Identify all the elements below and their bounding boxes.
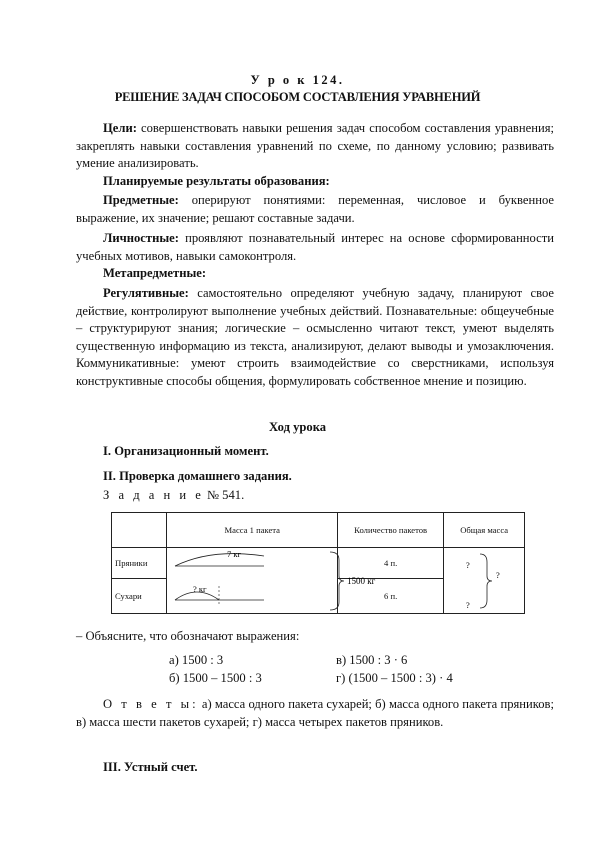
meta-text: самостоятельно определяют учебную задачу, планируют свое действие, контролируют выполнение учебных действий. Познавательные: общеучебные – структурируют знания; логические – осмысленно читают текст, умеют выделять существенную информацию из текста, анализируют, делают выводы и умозаключения. Коммуникативные: умеют строить взаимодействие со сверстниками, используя конструктивные способы общения, формулировать собственное мнение и позицию. xyxy=(76,286,554,388)
answers-label: О т в е т ы: xyxy=(103,697,199,711)
mass-diagram-cell xyxy=(167,548,376,614)
expression-v: в) 1500 : 3 · 6 xyxy=(336,653,408,667)
lesson-topic: РЕШЕНИЕ ЗАДАЧ СПОСОБОМ СОСТАВЛЕНИЯ УРАВНЕНИЙ xyxy=(114,90,481,104)
goals-paragraph xyxy=(76,120,554,173)
meta-label: Регулятивные: xyxy=(103,286,189,300)
task-line xyxy=(103,488,244,503)
table-header-cell: Масса 1 пакета xyxy=(167,513,338,548)
expression-g: г) (1500 – 1500 : 3) · 4 xyxy=(336,671,453,685)
segment-diagram xyxy=(167,548,405,614)
meta-heading: Метапредметные: xyxy=(103,266,207,280)
section-3-heading: III. Устный счет. xyxy=(103,760,198,774)
goals-label: Цели: xyxy=(103,121,137,135)
row-name: Пряники xyxy=(112,548,167,579)
subject-label: Предметные: xyxy=(103,193,179,207)
row-count: 4 п. xyxy=(337,548,443,579)
task-label: З а д а н и е xyxy=(103,488,204,502)
personal-text: проявляют познавательный интерес на основе сформированности учебных мотивов, навыки самоконтроля. xyxy=(76,231,554,263)
explain-prompt: – Объясните, что обозначают выражения: xyxy=(76,629,300,643)
row-name: Сухари xyxy=(112,579,167,614)
course-heading: Ход урока xyxy=(268,420,327,434)
task-number: № 541. xyxy=(207,488,245,502)
answers-text: а) масса одного пакета сухарей; б) масса одного пакета пряников; в) масса шести пакетов сухарей; г) масса четырех пакетов пряников. xyxy=(76,697,554,729)
table-header-row xyxy=(112,513,525,548)
sum-label: 1500 кг xyxy=(347,576,376,586)
total-question: ? xyxy=(466,600,471,610)
goals-text: совершенствовать навыки решения задач способом составления уравнения; закреплять навыки составления уравнений по схеме, по данному условию; развивать умение анализировать. xyxy=(76,121,554,170)
task-table xyxy=(111,512,525,614)
lesson-number: У р о к 124. xyxy=(250,73,345,87)
table-header-cell xyxy=(112,513,167,548)
meta-results-paragraph xyxy=(76,285,554,390)
row-count: 6 п. xyxy=(337,579,443,614)
total-brace-diagram xyxy=(444,548,528,614)
expression-a: а) 1500 : 3 xyxy=(169,653,224,667)
sum-brace-icon xyxy=(330,552,344,610)
table-header-cell: Общая масса xyxy=(444,513,525,548)
section-1-heading: I. Организационный момент. xyxy=(103,444,269,458)
answers-paragraph xyxy=(76,696,554,731)
total-brace-icon xyxy=(480,554,492,608)
subject-results-paragraph xyxy=(76,192,554,227)
top-segment-label: 7 кг xyxy=(227,549,242,559)
bottom-segment-label: ? кг xyxy=(193,584,207,594)
table-header-cell: Количество пакетов xyxy=(337,513,443,548)
subject-text: оперируют понятиями: переменная, числовое и буквенное выражение, их значение; решают составные задачи. xyxy=(76,193,554,225)
personal-label: Личностные: xyxy=(103,231,179,245)
total-question: ? xyxy=(466,560,471,570)
expression-b: б) 1500 – 1500 : 3 xyxy=(169,671,262,685)
planned-results-heading: Планируемые результаты образования: xyxy=(103,174,330,188)
personal-results-paragraph xyxy=(76,230,554,265)
sum-question: ? xyxy=(496,570,501,580)
section-2-heading: II. Проверка домашнего задания. xyxy=(103,469,292,483)
table-row xyxy=(112,548,525,579)
total-mass-cell xyxy=(444,548,525,614)
